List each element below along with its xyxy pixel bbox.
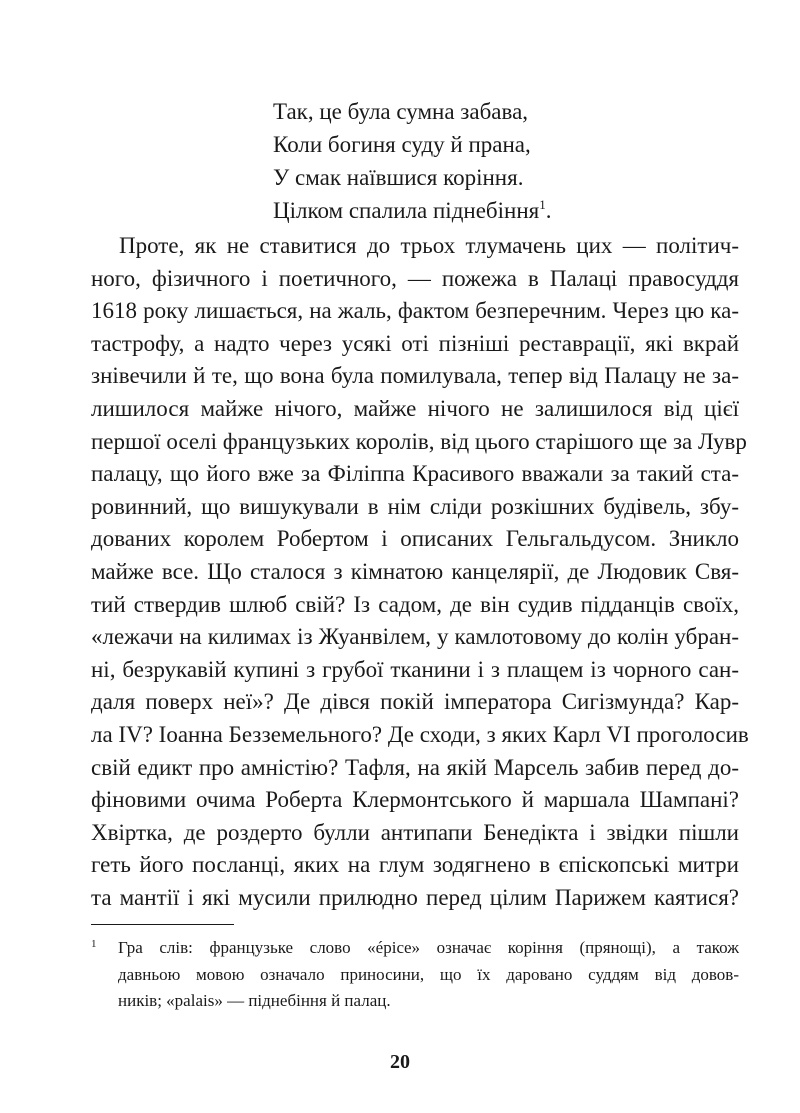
paragraph-line: та мантії і які мусили прилюдно перед цілим Парижем каятися? bbox=[91, 884, 739, 910]
paragraph-line: Хвіртка, де роздерто булли антипапи Бенедікта і звідки пішли bbox=[91, 819, 739, 845]
paragraph-line: свій едикт про амністію? Тафля, на якій Марсель забив перед до- bbox=[91, 754, 739, 780]
paragraph-line: лишилося майже нічого, майже нічого не залишилося від цієї bbox=[91, 395, 739, 421]
paragraph-line: ного, фізичного і поетичного, — пожежа в Палаці правосуддя bbox=[91, 265, 739, 291]
body-paragraph bbox=[91, 230, 749, 914]
verse-line-last: Цілком спалила піднебіння$^1$. bbox=[273, 197, 552, 223]
paragraph-line: даля поверх неї»? Де дівся покій імператора Сигізмунда? Кар- bbox=[91, 689, 739, 715]
paragraph-line: першої оселі французьких королів, від цього старішого ще за Лувр bbox=[91, 428, 747, 454]
paragraph-line: ні, безрукавій купині з грубої тканини і з плащем із чорного сан- bbox=[91, 656, 739, 682]
paragraph-line: 1618 року лишається, на жаль, фактом безперечним. Через цю ка- bbox=[91, 298, 739, 324]
footnote-line: Гра слів: французьке слово «épice» означає коріння (прянощі), а також bbox=[118, 938, 739, 957]
footnote-line: ників; «palais» — піднебіння й палац. bbox=[118, 991, 391, 1010]
page-number: 20 bbox=[390, 1051, 410, 1073]
paragraph-line: палацу, що його вже за Філіппа Красивого вважали за такий ста- bbox=[91, 461, 739, 487]
footnote-reference[interactable]: 1 bbox=[539, 197, 546, 212]
paragraph-line: дованих королем Робертом і описаних Гельгальдусом. Зникло bbox=[91, 526, 739, 552]
verse-line: Коли богиня суду й прана, bbox=[273, 132, 531, 157]
footnote bbox=[91, 935, 739, 1015]
footnote-mark: 1 bbox=[91, 938, 97, 950]
paragraph-line: Проте, як не ставитися до трьох тлумачень цих — політич- bbox=[119, 233, 739, 258]
verse-stanza bbox=[273, 95, 733, 227]
verse-line: У смак наївшися коріння. bbox=[273, 165, 524, 190]
paragraph-line: знівечили й те, що вона була помилувала, тепер від Палацу не за- bbox=[91, 363, 739, 389]
verse-line: Так, це була сумна забава, bbox=[273, 99, 529, 124]
footnote-line: давньою мовою означало приносини, що їх даровано суддям від довов- bbox=[118, 964, 739, 984]
verse-line-text: Цілком спалила піднебіння bbox=[273, 198, 540, 223]
paragraph-line: ла IV? Іоанна Безземельного? Де сходи, з яких Карл VI проголосив bbox=[91, 721, 749, 747]
paragraph-line: геть його посланці, яких на глум зодягнено в єпіскопські митри bbox=[91, 852, 739, 878]
paragraph-line: ровинний, що вишукували в нім сліди розкішних будівель, збу- bbox=[91, 493, 739, 519]
footnote-separator bbox=[91, 924, 234, 925]
paragraph-line: «лежачи на килимах із Жуанвілем, у камлотовому до колін убран- bbox=[91, 624, 739, 650]
paragraph-line: тастрофу, а надто через усякі оті пізніші реставрації, які вкрай bbox=[91, 330, 739, 356]
paragraph-line: фіновими очима Роберта Клермонтського й маршала Шампані? bbox=[91, 787, 739, 813]
paragraph-line: майже все. Що сталося з кімнатою канцелярії, де Людовик Свя- bbox=[91, 558, 739, 584]
paragraph-line: тий ствердив шлюб свій? Із садом, де він судив підданців своїх, bbox=[91, 591, 739, 617]
